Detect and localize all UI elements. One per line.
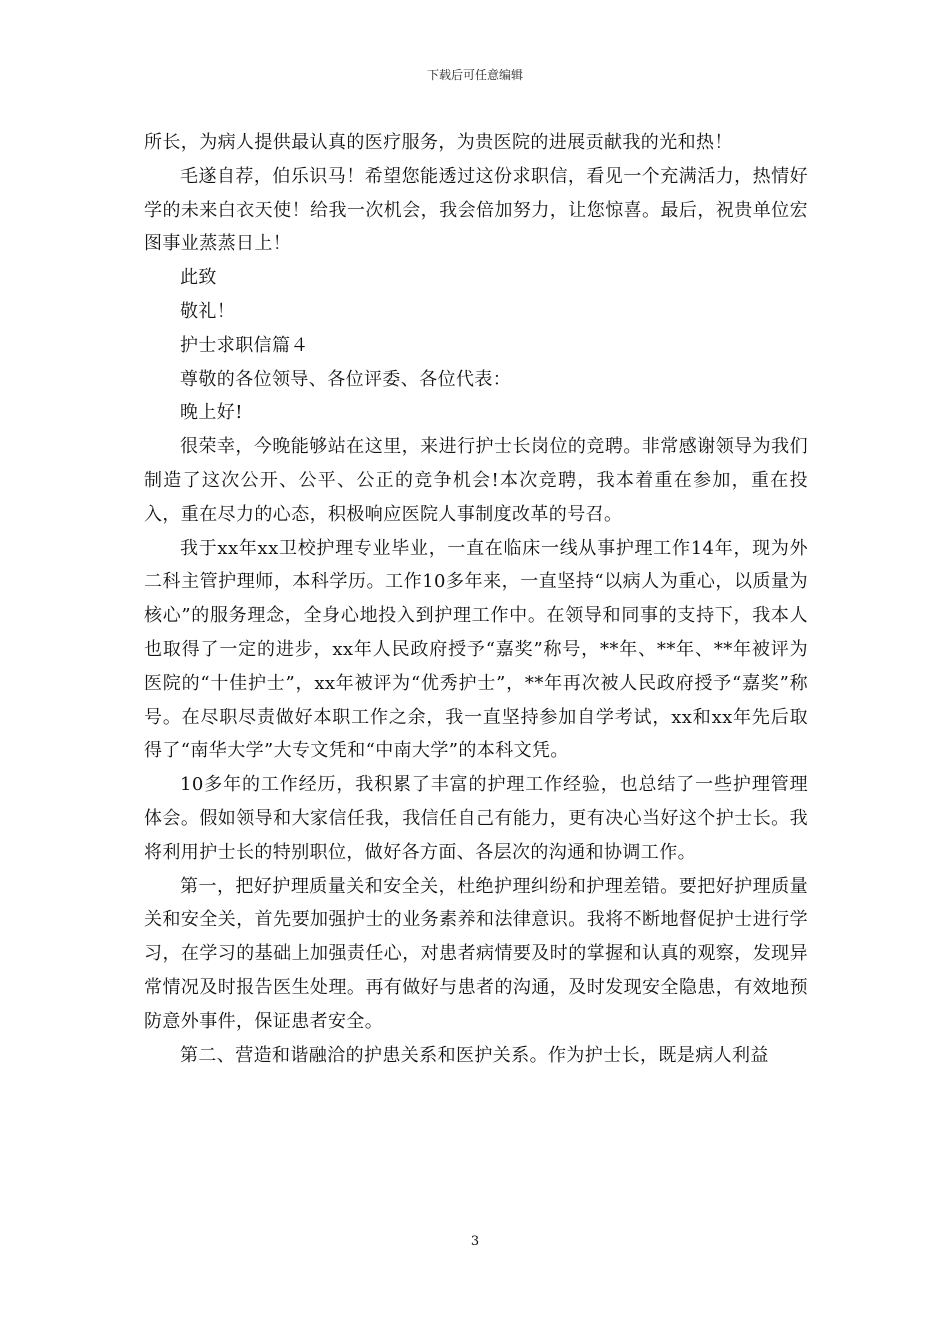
page-header: 下载后可任意编辑 (426, 68, 523, 82)
paragraph-continuation: 所长，为病人提供最认真的医疗服务，为贵医院的进展贡献我的光和热！ (144, 132, 733, 153)
document-body (144, 126, 808, 1072)
closing-salutation: 此致 (180, 267, 217, 289)
paragraph-point-two: 第二、营造和谐融洽的护患关系和医护关系。作为护士长，既是病人利益 (180, 1044, 769, 1066)
section-title: 护士求职信篇４ (180, 334, 309, 356)
greeting-evening: 晚上好! (180, 402, 243, 424)
page-number: 3 (470, 1234, 480, 1249)
greeting-addressees: 尊敬的各位领导、各位评委、各位代表： (180, 368, 512, 390)
paragraph-self-recommendation: 毛遂自荐，伯乐识马！希望您能透过这份求职信，看见一个充满活力，热情好学的未来白衣天使！给我一次机会，我会倍加努力，让您惊喜。最后，祝贵单位宏图事业蒸蒸日上！ (144, 165, 808, 255)
paragraph-experience: 10多年的工作经历，我积累了丰富的护理工作经验，也总结了一些护理管理体会。假如领导和大家信任我，我信任自己有能力，更有决心当好这个护士长。我将利用护士长的特别职位，做好各方面、各层次的沟通和协调工作。 (144, 774, 808, 863)
paragraph-intro: 很荣幸，今晚能够站在这里，来进行护士长岗位的竞聘。非常感谢领导为我们制造了这次公开、公平、公正的竞争机会!本次竞聘，我本着重在参加，重在投入，重在尽力的心态，积极响应医院人事制度改革的号召。 (144, 436, 808, 525)
paragraph-background: 我于xx年xx卫校护理专业毕业，一直在临床一线从事护理工作14年，现为外二科主管护理师，本科学历。工作10多年来，一直坚持“以病人为重心，以质量为核心”的服务理念，全身心地投入到护理工作中。在领导和同事的支持下，我本人也取得了一定的进步，xx年人民政府授予“嘉奖”称号，**年、**年、**年被评为医院的“十佳护士”，xx年被评为“优秀护士”，**年再次被人民政府授予“嘉奖”称号。在尽职尽责做好本职工作之余，我一直坚持参加自学考试，xx和xx年先后取得了“南华大学”大专文凭和“中南大学”的本科文凭。 (144, 537, 808, 762)
closing-regards: 敬礼！ (180, 300, 236, 322)
paragraph-point-one: 第一，把好护理质量关和安全关，杜绝护理纠纷和护理差错。要把好护理质量关和安全关，首先要加强护士的业务素养和法律意识。我将不断地督促护士进行学习，在学习的基础上加强责任心，对患者病情要及时的掌握和认真的观察，发现异常情况及时报告医生处理。再有做好与患者的沟通，及时发现安全隐患，有效地预防意外事件，保证患者安全。 (144, 875, 808, 1032)
